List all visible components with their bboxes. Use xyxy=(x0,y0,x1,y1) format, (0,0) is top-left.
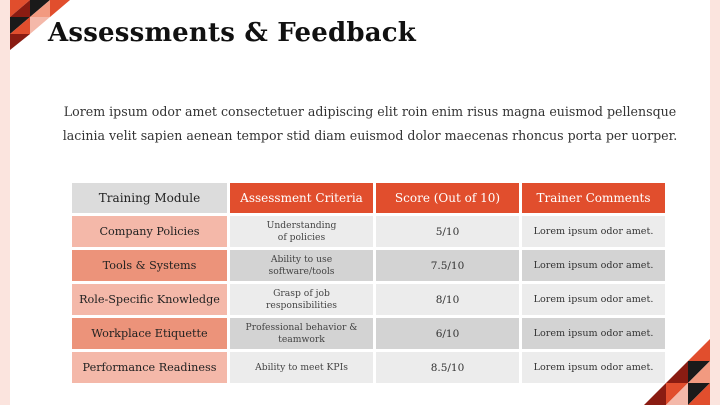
criteria-line: responsibilities xyxy=(265,299,337,311)
criteria-line: Ability to meet KPIs xyxy=(255,361,348,373)
page-title: Assessments & Feedback xyxy=(48,18,417,48)
comment-cell: Lorem ipsum odor amet. xyxy=(522,250,665,281)
table-row xyxy=(72,284,665,315)
criteria-cell xyxy=(230,352,373,383)
comment-cell: Lorem ipsum odor amet. xyxy=(522,216,665,247)
table-row xyxy=(72,352,665,383)
criteria-line: Grasp of job xyxy=(273,287,330,299)
score-cell: 5/10 xyxy=(376,216,519,247)
score-cell: 8/10 xyxy=(376,284,519,315)
module-cell: Role-Specific Knowledge xyxy=(72,284,227,315)
criteria-cell xyxy=(230,318,373,349)
criteria-line: software/tools xyxy=(268,265,335,277)
slide xyxy=(10,0,710,405)
module-cell: Company Policies xyxy=(72,216,227,247)
criteria-cell xyxy=(230,250,373,281)
corner-triangle-pattern-bottom-right xyxy=(632,339,710,405)
criteria-line: of policies xyxy=(277,231,326,243)
score-cell: 8.5/10 xyxy=(376,352,519,383)
comment-cell: Lorem ipsum odor amet. xyxy=(522,318,665,349)
header-assessment-criteria: Assessment Criteria xyxy=(230,183,373,213)
intro-paragraph: Lorem ipsum odor amet consectetuer adipiscing elit roin enim risus magna euismod pellensque lacinia velit sapien aenean tempor stid diam euismod dolor maecenas rhoncus porta per uorper. xyxy=(62,104,678,143)
criteria-line: Ability to use xyxy=(270,253,333,265)
module-cell: Tools & Systems xyxy=(72,250,227,281)
score-cell: 7.5/10 xyxy=(376,250,519,281)
module-cell: Performance Readiness xyxy=(72,352,227,383)
table-row xyxy=(72,250,665,281)
assessment-table xyxy=(69,180,668,386)
criteria-cell xyxy=(230,216,373,247)
criteria-cell xyxy=(230,284,373,315)
score-cell: 6/10 xyxy=(376,318,519,349)
criteria-line: Professional behavior & xyxy=(245,321,358,333)
criteria-line: teamwork xyxy=(278,333,325,345)
comment-cell: Lorem ipsum odor amet. xyxy=(522,284,665,315)
module-cell: Workplace Etiquette xyxy=(72,318,227,349)
header-training-module: Training Module xyxy=(72,183,227,213)
table-row xyxy=(72,318,665,349)
table-row xyxy=(72,216,665,247)
header-trainer-comments: Trainer Comments xyxy=(522,183,665,213)
header-score: Score (Out of 10) xyxy=(376,183,519,213)
criteria-line: Understanding xyxy=(266,219,337,231)
table-header-row xyxy=(72,183,665,213)
comment-cell: Lorem ipsum odor amet. xyxy=(522,352,665,383)
